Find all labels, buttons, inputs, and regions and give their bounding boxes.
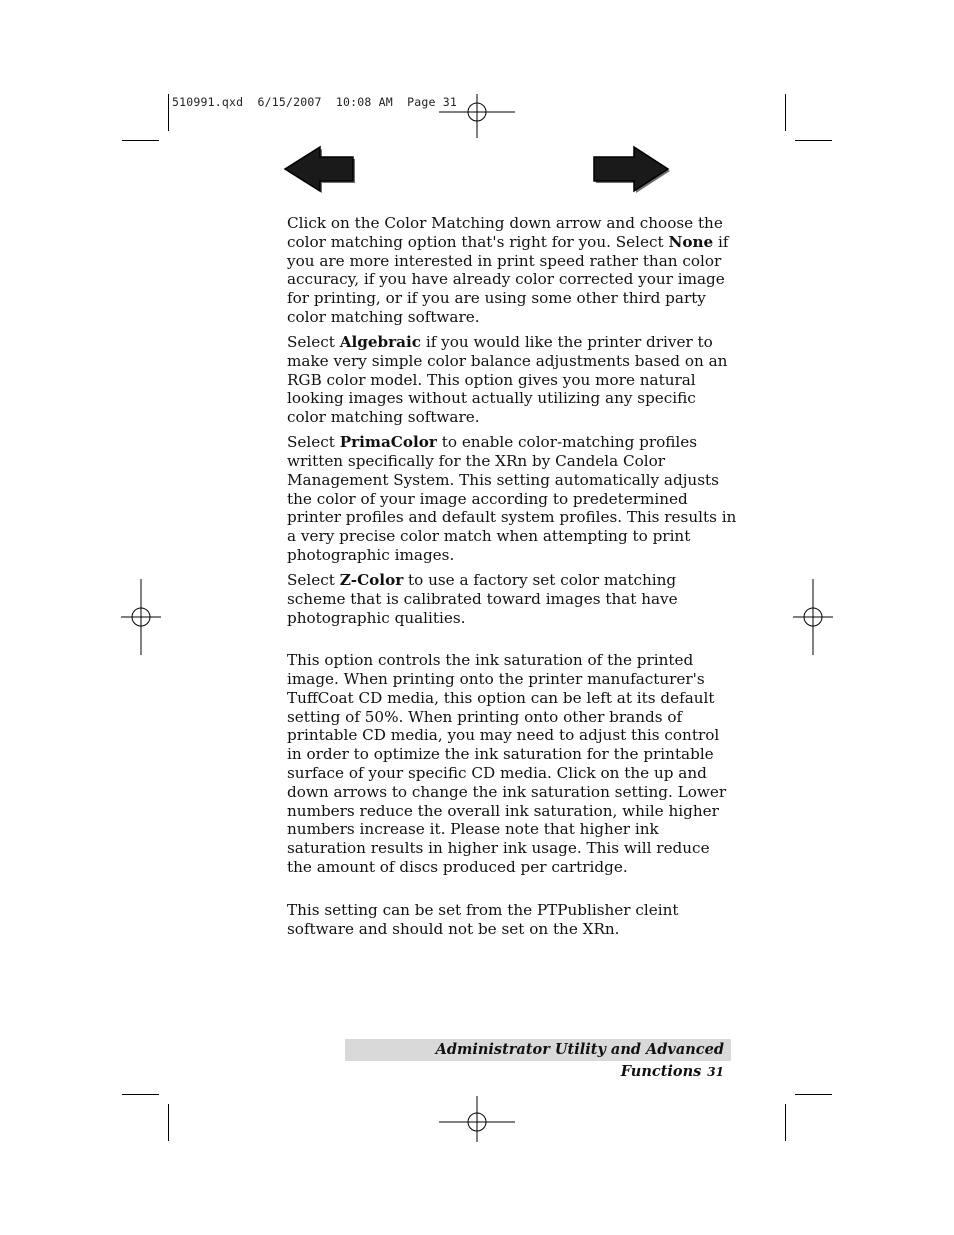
file-slug: 510991.qxd 6/15/2007 10:08 AM Page 31 (172, 95, 457, 109)
crop-mark (168, 94, 169, 131)
page-number: 31 (707, 1065, 724, 1079)
paragraph-ptpublisher-setting: This setting can be set from the PTPublisher cleint software and should not be set on the XRn. (287, 900, 679, 938)
crop-mark (785, 94, 786, 131)
crop-mark (122, 140, 159, 141)
paragraph-algebraic-option: Select Algebraic if you would like the printer driver to make very simple color balance adjustments based on an RGB color model. This option gives you more natural looking images without actually utilizing any specific color matching software. (287, 332, 728, 427)
registration-mark-icon (439, 1084, 515, 1160)
paragraph-none-option: Click on the Color Matching down arrow and choose the color matching option that's right for you. Select None if you are more interested in print speed rather than color accuracy, if you have already color corrected your image for printing, or if you are using some other third party color matching software. (287, 214, 729, 326)
footer-title: Administrator Utility and Advanced Functions (435, 1041, 724, 1080)
option-name: None (668, 232, 714, 251)
page-footer (345, 1039, 731, 1080)
crop-mark (785, 1104, 786, 1141)
crop-mark (795, 140, 832, 141)
registration-mark-icon (775, 579, 851, 655)
option-name: Z-Color (339, 570, 404, 589)
right-arrow-icon[interactable] (592, 145, 672, 193)
crop-mark (795, 1094, 832, 1095)
option-name: PrimaColor (339, 433, 437, 452)
body-text (287, 214, 737, 945)
option-name: Algebraic (339, 332, 422, 351)
paragraph-zcolor-option: Select Z-Color to use a factory set color matching scheme that is calibrated toward images that have photographic qualities. (287, 570, 678, 627)
left-arrow-icon[interactable] (282, 145, 356, 193)
paragraph-primacolor-option: Select PrimaColor to enable color-matching profiles written specifically for the XRn by Candela Color Management System. This setting automatically adjusts the color of your image according to predetermined printer profiles and default system profiles. This results in a very precise color match when attempting to print photographic images. (287, 433, 737, 564)
crop-mark (122, 1094, 159, 1095)
registration-mark-icon (439, 74, 515, 150)
crop-mark (168, 1104, 169, 1141)
registration-mark-icon (103, 579, 179, 655)
paragraph-ink-saturation: This option controls the ink saturation of the printed image. When printing onto the printer manufacturer's TuffCoat CD media, this option can be left at its default setting of 50%. When printing onto other brands of printable CD media, you may need to adjust this control in order to optimize the ink saturation for the printable surface of your specific CD media. Click on the up and down arrows to change the ink saturation setting. Lower numbers reduce the overall ink saturation, while higher numbers increase it. Please note that higher ink saturation results in higher ink usage. This will reduce the amount of discs produced per cartridge. (287, 651, 727, 877)
